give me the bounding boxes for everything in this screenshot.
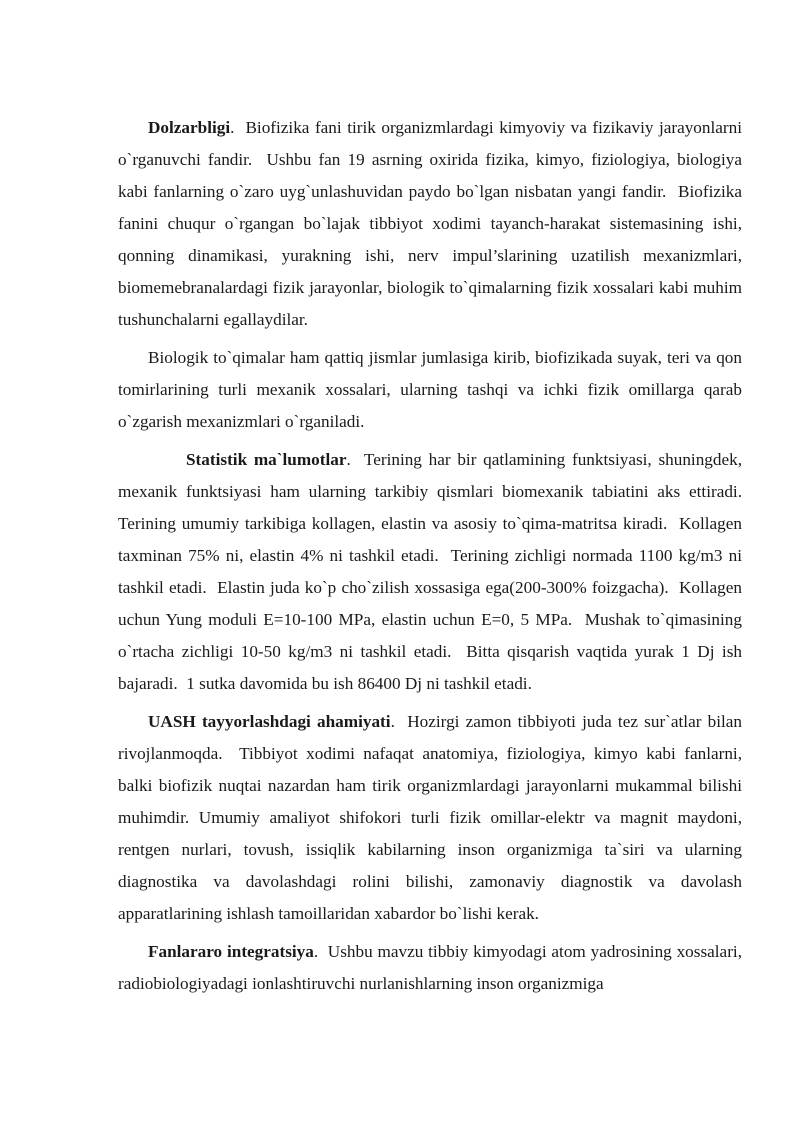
paragraph-text: Ushbu mavzu tibbiy kimyodagi atom yadrosining xossalari, radiobiologiyadagi ionlashtiruvchi nurlanishlarning inson organizmiga: [118, 942, 747, 993]
paragraph-text: Biologik to`qimalar ham qattiq jismlar jumlasiga kirib, biofizikada suyak, teri va qon tomirlarining turli mexanik xossalari, ularning tashqi va ichki fizik omillarga qarab o`zgarish mexanizmlari o`rganiladi.: [118, 348, 742, 431]
paragraph-text: Hozirgi zamon tibbiyoti juda tez sur`atlar bilan rivojlanmoqda. Tibbiyot xodimi nafaqat anatomiya, fiziologiya, kimyo kabi fanlarni, balki biofizik nuqtai nazardan ham tirik organizmlardagi jarayonlarni mukammal bilishi muhimdir. Umumiy amaliyot shifokori turli fizik omillar-elektr va magnit maydoni, rentgen nurlari, tovush, issiqlik kabilarning inson organizmiga ta`siri va ularning diagnostika va davolashdagi rolini bilishi, zamonaviy diagnostik va davolash apparatlarining ishlash tamoillaridan xabardor bo`lishi kerak.: [118, 712, 747, 923]
paragraph-dolzarbligi: [118, 112, 747, 336]
paragraph-heading: Dolzarbligi: [148, 118, 231, 137]
paragraph-heading: Fanlararo integratsiya: [148, 942, 314, 961]
paragraph-text: Biofizika fani tirik organizmlardagi kimyoviy va fizikaviy jarayonlarni o`rganuvchi fandir. Ushbu fan 19 asrning oxirida fizika, kimyo, fiziologiya, biologiya kabi fanlarning o`zaro uyg`unlashuvidan paydo bo`lgan nisbatan yangi fandir. Biofizika fanini chuqur o`rgangan bo`lajak tibbiyot xodimi tayanch-harakat sistemasining ishi, qonning dinamikasi, yurakning ishi, nerv impul’slarining uzatilish mexanizmlari, biomemebranalardagi fizik jarayonlar, biologik to`qimalarning fizik xossalari kabi muhim tushunchalarni egallaydilar.: [118, 118, 747, 329]
heading-punctuation: .: [230, 118, 235, 137]
heading-punctuation: .: [346, 450, 351, 469]
heading-punctuation: .: [313, 942, 319, 961]
heading-punctuation: .: [390, 712, 395, 731]
paragraph-text: Terining har bir qatlamining funktsiyasi, shuningdek, mexanik funktsiyasi ham ularning tarkibiy qismlari biomexanik tabiatini aks ettiradi. Terining umumiy tarkibiga kollagen, elastin va asosiy to`qima-matritsa kiradi. Kollagen taxminan 75% ni, elastin 4% ni tashkil etadi. Terining zichligi normada 1100 kg/m3 ni tashkil etadi. Elastin juda ko`p cho`zilish xossasiga ega(200-300% foizgacha). Kollagen uchun Yung moduli E=10-100 MPa, elastin uchun E=0, 5 MPa. Mushak to`qimasining o`rtacha zichligi 10-50 kg/m3 ni tashkil etadi. Bitta qisqarish vaqtida yurak 1 Dj ish bajaradi. 1 sutka davomida bu ish 86400 Dj ni tashkil etadi.: [118, 450, 751, 693]
paragraph-heading: UASH tayyorlashdagi ahamiyati: [148, 712, 391, 731]
paragraph-statistik-malumotlar: [118, 444, 751, 700]
document-page: [118, 112, 751, 1006]
paragraph-uash-ahamiyati: [118, 706, 747, 930]
paragraph-heading: Statistik ma`lumotlar: [186, 450, 347, 469]
paragraph-fanlararo-integratsiya: [118, 936, 747, 1000]
paragraph-biologik-toqimalar: [118, 342, 742, 438]
